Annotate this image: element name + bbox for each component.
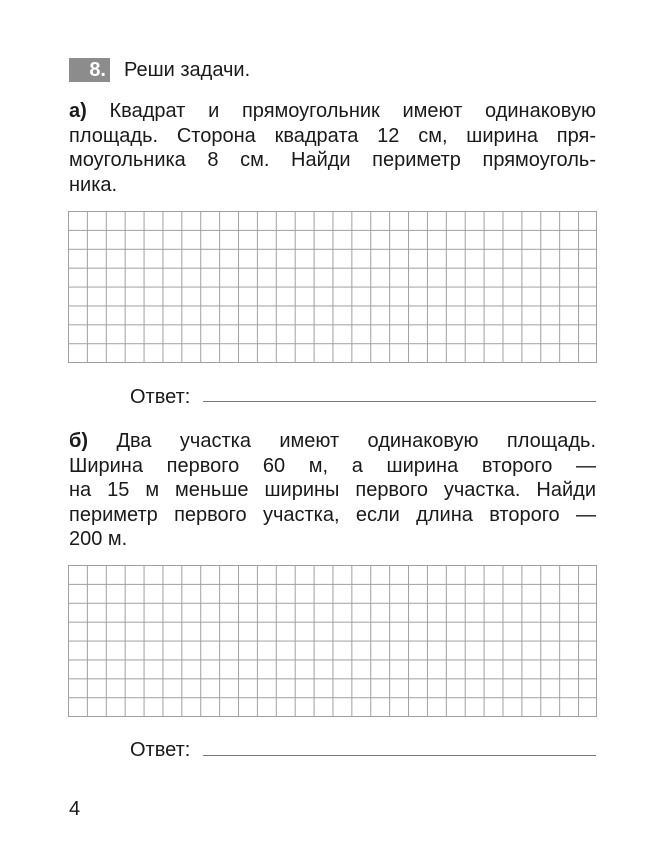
task-a-line: моугольника 8 см. Найди периметр прямоуголь- [69,149,596,171]
task-a-line: Квадрат и прямоугольник имеют одинаковую [109,100,596,122]
task-b-line: периметр первого участка, если длина второго — [69,503,596,526]
task-a-label: а) [69,100,87,122]
task-b-line: Два участка имеют одинаковую площадь. [116,430,596,452]
task-a-line: площадь. Сторона квадрата 12 см, ширина пря- [69,124,596,147]
task-a-answer-line[interactable] [203,401,596,402]
task-a-grid[interactable] [68,211,597,363]
task-a-text [69,99,596,197]
task-b-line: 200 м. [69,528,128,550]
task-b-grid[interactable] [68,565,597,717]
task-b-label: б) [69,430,89,452]
task-a-answer-label: Ответ: [130,386,191,408]
task-b-text [69,429,596,552]
exercise-title: Реши задачи. [124,59,251,81]
task-b-line: Ширина первого 60 м, а ширина второго — [69,454,596,477]
task-b-answer-line[interactable] [203,755,596,756]
exercise-number-badge: 8. [69,58,110,82]
page-number: 4 [69,798,81,820]
task-b-answer-label: Ответ: [130,739,191,761]
task-b-line: на 15 м меньше ширины первого участка. Найди [69,479,596,501]
task-a-line: ника. [69,173,118,196]
